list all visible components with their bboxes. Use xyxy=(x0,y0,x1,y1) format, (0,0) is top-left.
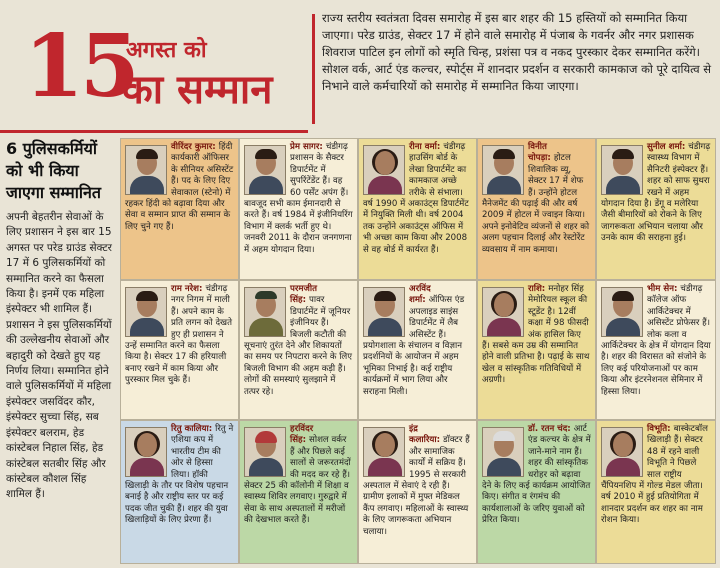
honoree-text: चंडीगढ़ नगर निगम में माली हैं। अपने काम के प्रति लगन को देखते हुए ही प्रशासन ने उन्हें सम्मानित करने का फैसला किया है। सेक्टर 17 की हरियाली बनाए रखने में काम किया और पुरस्कार मिल चुके हैं। xyxy=(125,284,232,386)
portrait-photo xyxy=(125,145,167,195)
honoree-text: डॉक्टर हैं और सामाजिक कार्यों में सक्रिय हैं। 1995 से सरकारी अस्पताल में सेवाएं दे रही हैं। ग्रामीण इलाकों में मुफ्त मेडिकल कैंप लगवाए। महिलाओं के स्वास्थ्य के लिए जागरूकता अभियान चलाया। xyxy=(363,435,470,537)
portrait-photo xyxy=(244,287,286,337)
honoree-card xyxy=(239,280,358,420)
honoree-text: चंडीगढ़ हाउसिंग बोर्ड के लेखा डिपार्टमेंट का कामकाज अच्छे तरीके से संभाला। वर्ष 1990 में अकाउंट्स डिपार्टमेंट में नियुक्ति मिली थी। वर्ष 2004 तक उन्होंने अकाउंट्स ऑफिस में भी अच्छा काम किया और 2008 से वह बोर्ड में कार्यरत हैं। xyxy=(363,142,469,255)
honoree-card xyxy=(239,138,358,280)
headline-number: 15 xyxy=(24,16,136,117)
honoree-card xyxy=(358,420,477,564)
honoree-text: पावर डिपार्टमेंट में जूनियर इंजीनियर हैं। बिजली कटौती की सूचनाएं तुरंत देने और शिकायतों का समय पर निपटारा करने के लिए बिजली विभाग की अहम कड़ी हैं। लोगों की समस्याएं सुलझाने में तत्पर रहे। xyxy=(244,295,353,397)
honoree-name: वीरिंदर कुमार: xyxy=(171,142,216,152)
honoree-name: हरविंदर सिंह: xyxy=(290,424,314,446)
headline-big: का सम्मान xyxy=(122,67,273,113)
honoree-grid xyxy=(120,130,716,564)
portrait-photo xyxy=(601,427,643,477)
honoree-card xyxy=(596,420,716,564)
honoree-text: चंडीगढ़ कॉलेज ऑफ आर्किटेक्चर में असिस्टेंट प्रोफेसर हैं। लोक कला व आर्किटेक्चर के क्षेत्र में योगदान दिया है। शहर की विरासत को संजोने के लिए कई परियोजनाओं पर काम किया और इंटरनेशनल सेमिनार में हिस्सा लिया। xyxy=(601,284,711,397)
portrait-photo xyxy=(601,145,643,195)
portrait-photo xyxy=(363,287,405,337)
honoree-name: रितु कालिया: xyxy=(171,424,213,434)
sidebar-body: अपनी बेहतरीन सेवाओं के लिए प्रशासन ने इस बार 15 अगस्त पर परेड ग्राउंड सेक्टर 17 में 6 पुलिसकर्मियों को सम्मानित करने का फैसला किया है। इनमें एक महिला इंस्पेक्टर भी शामिल हैं। प्रशासन ने इस पुलिसकर्मियों की उल्लेखनीय सेवाओं और बहादुरी को देखते हुए यह निर्णय लिया। सम्मानित होने वाले पुलिसकर्मियों में महिला इंस्पेक्टर जसविंदर कौर, इंस्पेक्टर सुच्चा सिंह, सब इंस्पेक्टर बलराम, हेड कांस्टेबल निहाल सिंह, हेड कांस्टेबल सतबीर सिंह और कांस्टेबल कौशल सिंह शामिल हैं। xyxy=(6,211,112,501)
honoree-text: रितु ने एशिया कप में भारतीय टीम की ओर से हिस्सा लिया। हॉकी खिलाड़ी के तौर पर विशेष पहचान बनाई है और राष्ट्रीय स्तर पर कई पदक जीत चुकी हैं। शहर की युवा खिलाड़ियों के लिए प्रेरणा हैं। xyxy=(125,424,234,526)
honoree-text: आर्ट एंड कल्चर के क्षेत्र में जाने-माने नाम हैं। शहर की सांस्कृतिक धरोहर को बढ़ावा देने के लिए कई कार्यक्रम आयोजित किए। संगीत व रंगमंच की कार्यशालाओं के जरिए युवाओं को प्रेरित किया। xyxy=(482,424,591,526)
honoree-card xyxy=(120,420,239,564)
portrait-photo xyxy=(482,145,524,195)
honoree-text: होटल शिवालिक व्यू, सेक्टर 17 में शेफ हैं। उन्होंने होटल मैनेजमेंट की पढ़ाई की और वर्ष 2009 में होटल में ज्वाइन किया। अपने इनोवेटिव व्यंजनों से शहर को अलग पहचान दिलाई और रेस्टोरेंट व्यवसाय में नाम कमाया। xyxy=(482,153,590,255)
intro-bar xyxy=(312,14,315,124)
honoree-name: रीना वर्मा: xyxy=(409,142,441,152)
honoree-text: सोशल वर्कर हैं और पिछले कई सालों से जरूरतमंदों की मदद कर रहे हैं। सेक्टर 25 की कॉलोनी में शिक्षा व स्वास्थ्य शिविर लगवाए। गुरुद्वारे में सेवा के साथ अस्पतालों में मरीजों की देखभाल करते हैं। xyxy=(244,435,351,526)
honoree-text: ऑफिस एंड अपलाइड साइंस डिपार्टमेंट में लैब असिस्टेंट हैं। प्रयोगशाला के संचालन व विज्ञान प्रदर्शनियों के आयोजन में अहम भूमिका निभाई है। कई राष्ट्रीय कार्यक्रमों में भाग लिया और सराहना मिली। xyxy=(363,295,465,397)
honoree-text: चंडीगढ़ प्रशासन के सैक्टर डिपार्टमेंट में सुपरिंटेंडेंट हैं। वह 60 पर्सेंट अपंग हैं। बावजूद सभी काम ईमानदारी से करते हैं। वर्ष 1984 में इंजीनियरिंग विभाग में क्लर्क भर्ती हुए थे। जनवरी 2011 के दौरान जनगणना में अहम योगदान दिया। xyxy=(244,142,353,255)
honoree-name: अरविंद शर्मा: xyxy=(409,284,431,306)
sidebar-story xyxy=(6,138,114,503)
honoree-name: परमजीत सिंह: xyxy=(290,284,318,306)
honoree-name: प्रेम सागर: xyxy=(290,142,323,152)
honoree-card xyxy=(120,280,239,420)
honoree-name: डॉ. रतन चंद: xyxy=(528,424,571,434)
honoree-text: चंडीगढ़ स्वास्थ्य विभाग में सैनिटरी इंस्पेक्टर हैं। शहर को साफ सुथरा रखने में अहम योगदान दिया है। डेंगू व मलेरिया जैसी बीमारियों को रोकने के लिए जागरूकता अभियान चलाया और उनके काम की सराहना हुई। xyxy=(601,142,711,244)
honoree-card xyxy=(239,420,358,564)
portrait-photo xyxy=(125,427,167,477)
honoree-card xyxy=(358,138,477,280)
honoree-text: बास्केटबॉल खिलाड़ी हैं। सेक्टर 48 में रहने वाली विभूति ने पिछले साल राष्ट्रीय चैंपियनशिप में गोल्ड मेडल जीता। वर्ष 2010 में हुई प्रतियोगिता में शानदार प्रदर्शन कर शहर का नाम रोशन किया। xyxy=(601,424,708,526)
portrait-photo xyxy=(244,427,286,477)
honoree-name: भीम सेन: xyxy=(647,284,678,294)
honoree-name: राम नरेश: xyxy=(171,284,203,294)
honoree-name: इंद्र कलारिया: xyxy=(409,424,441,446)
portrait-photo xyxy=(601,287,643,337)
honoree-card xyxy=(477,420,596,564)
portrait-photo xyxy=(363,145,405,195)
honoree-card xyxy=(120,138,239,280)
honoree-text: हिंदी कार्यकारी ऑफिसर के सीनियर असिस्टेंट हैं। पद के लिए दिए सेवाकाल (स्टेनो) में रहकर हिंदी को बढ़ावा दिया और सेवा व सम्मान प्राप्त की सम्मान के लिए चुने गए हैं। xyxy=(125,142,234,232)
sidebar-heading: 6 पुलिसकर्मियों को भी किया जाएगा सम्मानित xyxy=(6,139,102,202)
portrait-photo xyxy=(482,287,524,337)
honoree-name: विभूति: xyxy=(647,424,671,434)
honoree-card xyxy=(477,138,596,280)
portrait-photo xyxy=(125,287,167,337)
intro-paragraph: राज्य स्तरीय स्वतंत्रता दिवस समारोह में इस बार शहर की 15 हस्तियों को सम्मानित किया जाएगा। परेड ग्राउंड, सेक्टर 17 में होने वाले समारोह में पंजाब के गवर्नर और नगर प्रशासक शिवराज पाटिल इन लोगों को स्मृति चिन्ह, प्रशंसा पत्र व नकद पुरस्कार देकर सम्मानित करेंगे। सोशल वर्क, आर्ट एंड कल्चर, स्पोर्ट्स में शानदार प्रदर्शन व सरकारी कामकाज को पूरे दायित्व से निभाने वाले कर्मचारियों को समारोह में सम्मानित किया जाएगा। xyxy=(322,11,712,93)
honoree-name: सुनील शर्मा: xyxy=(647,142,686,152)
honoree-name: राशि: xyxy=(528,284,546,294)
portrait-photo xyxy=(244,145,286,195)
headline-small: अगस्त को xyxy=(126,38,207,63)
portrait-photo xyxy=(482,427,524,477)
portrait-photo xyxy=(363,427,405,477)
honoree-name: विनीत चोपड़ा: xyxy=(528,142,551,164)
honoree-card xyxy=(358,280,477,420)
honoree-card xyxy=(477,280,596,420)
honoree-text: मनोहर सिंह मेमोरियल स्कूल की स्टूडेंट है। 12वीं कक्षा में 98 फीसदी अंक हासिल किए हैं। सबसे कम उम्र की सम्मानित होने वाली प्रतिभा है। पढ़ाई के साथ खेल व सांस्कृतिक गतिविधियों में अग्रणी। xyxy=(482,284,590,386)
honoree-card xyxy=(596,138,716,280)
honoree-card xyxy=(596,280,716,420)
